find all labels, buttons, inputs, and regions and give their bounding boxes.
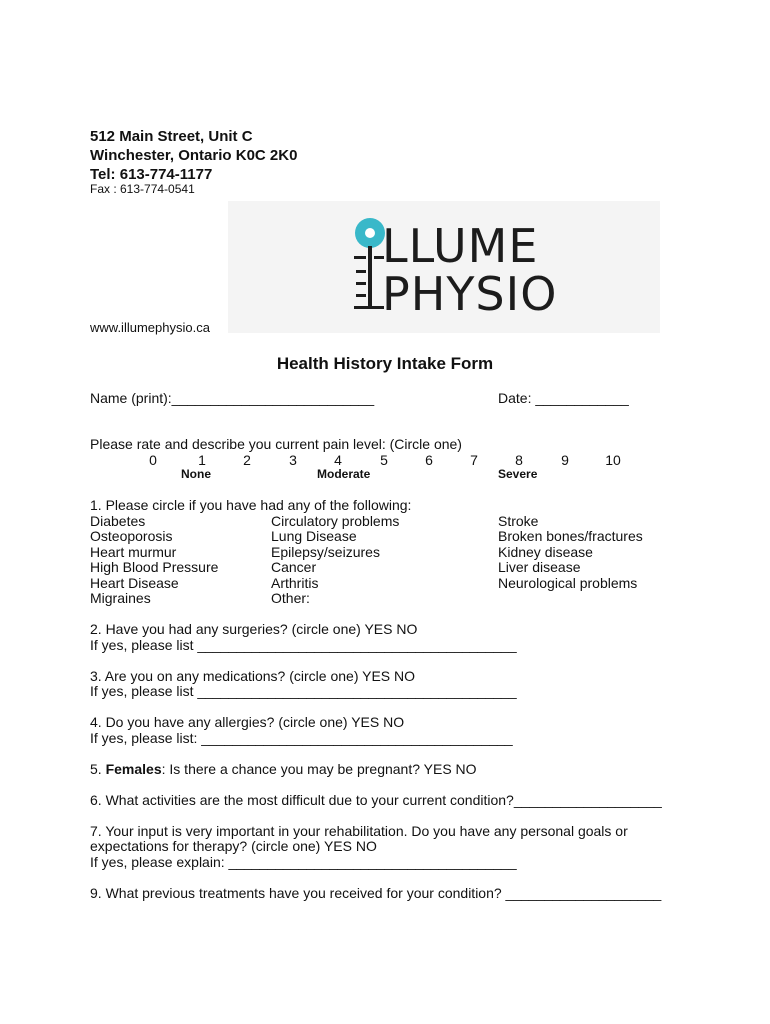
- pain-scale-2[interactable]: 2: [243, 452, 251, 468]
- question-allergies: 4. Do you have any allergies? (circle one) YES NO: [90, 714, 405, 730]
- allergies-list-field[interactable]: If yes, please list: ________________________________________: [90, 730, 513, 746]
- condition-item[interactable]: Neurological problems: [498, 575, 638, 591]
- condition-item[interactable]: Epilepsy/seizures: [271, 544, 380, 560]
- question-medications: 3. Are you on any medications? (circle one) YES NO: [90, 668, 416, 684]
- form-title: Health History Intake Form: [276, 354, 494, 373]
- pain-scale-9[interactable]: 9: [561, 452, 569, 468]
- condition-item[interactable]: Heart Disease: [90, 575, 179, 591]
- condition-item[interactable]: Osteoporosis: [90, 528, 173, 544]
- pain-scale-8[interactable]: 8: [515, 452, 523, 468]
- pain-label-moderate: Moderate: [317, 467, 371, 481]
- condition-item[interactable]: Stroke: [498, 513, 539, 529]
- pain-scale-10[interactable]: 10: [605, 452, 621, 468]
- date-field[interactable]: Date: ____________: [498, 390, 629, 406]
- condition-item[interactable]: Heart murmur: [90, 544, 177, 560]
- condition-item[interactable]: Broken bones/fractures: [498, 528, 643, 544]
- question-difficult-activities[interactable]: 6. What activities are the most difficult due to your current condition?___________________: [90, 792, 662, 808]
- goals-explain-field[interactable]: If yes, please explain: _____________________________________: [90, 854, 517, 870]
- pain-scale-3[interactable]: 3: [289, 452, 297, 468]
- fax: Fax : 613-774-0541: [90, 182, 195, 196]
- pain-scale-4[interactable]: 4: [334, 452, 342, 468]
- condition-item[interactable]: Liver disease: [498, 559, 581, 575]
- pain-label-none: None: [181, 467, 211, 481]
- question-pregnancy-females: Females: [105, 761, 162, 777]
- question-surgeries: 2. Have you had any surgeries? (circle one) YES NO: [90, 621, 418, 637]
- condition-item[interactable]: Circulatory problems: [271, 513, 400, 529]
- question-pregnancy: [90, 761, 477, 777]
- logo-word-llume: LLUME: [382, 219, 539, 273]
- condition-item[interactable]: High Blood Pressure: [90, 559, 219, 575]
- pain-prompt: Please rate and describe you current pain level: (Circle one): [90, 436, 462, 452]
- condition-item[interactable]: Other:: [271, 590, 310, 606]
- question-goals-line2: expectations for therapy? (circle one) YES NO: [90, 838, 377, 854]
- condition-item[interactable]: Lung Disease: [271, 528, 357, 544]
- pain-label-severe: Severe: [498, 467, 538, 481]
- address-line-2: Winchester, Ontario K0C 2K0: [90, 147, 298, 164]
- condition-item[interactable]: Migraines: [90, 590, 151, 606]
- website: www.illumephysio.ca: [90, 320, 210, 335]
- conditions-prompt: 1. Please circle if you have had any of the following:: [90, 497, 412, 513]
- pain-scale-1[interactable]: 1: [198, 452, 206, 468]
- telephone: Tel: 613-774-1177: [90, 166, 213, 183]
- condition-item[interactable]: Kidney disease: [498, 544, 593, 560]
- medications-list-field[interactable]: If yes, please list _________________________________________: [90, 683, 517, 699]
- logo-word-physio: PHYSIO: [382, 267, 558, 321]
- surgeries-list-field[interactable]: If yes, please list _________________________________________: [90, 637, 517, 653]
- pain-scale-5[interactable]: 5: [380, 452, 388, 468]
- question-pregnancy-number: 5.: [90, 761, 106, 777]
- name-field[interactable]: Name (print):__________________________: [90, 390, 375, 406]
- address-line-1: 512 Main Street, Unit C: [90, 128, 253, 145]
- pain-scale-6[interactable]: 6: [425, 452, 433, 468]
- condition-item[interactable]: Diabetes: [90, 513, 146, 529]
- question-goals-line1: 7. Your input is very important in your rehabilitation. Do you have any personal goals or: [90, 823, 628, 839]
- question-previous-treatments[interactable]: 9. What previous treatments have you received for your condition? ____________________: [90, 885, 662, 901]
- condition-item[interactable]: Arthritis: [271, 575, 319, 591]
- pain-scale-0[interactable]: 0: [149, 452, 157, 468]
- question-pregnancy-text: : Is there a chance you may be pregnant? YES NO: [161, 761, 477, 777]
- pain-scale-7[interactable]: 7: [470, 452, 478, 468]
- condition-item[interactable]: Cancer: [271, 559, 317, 575]
